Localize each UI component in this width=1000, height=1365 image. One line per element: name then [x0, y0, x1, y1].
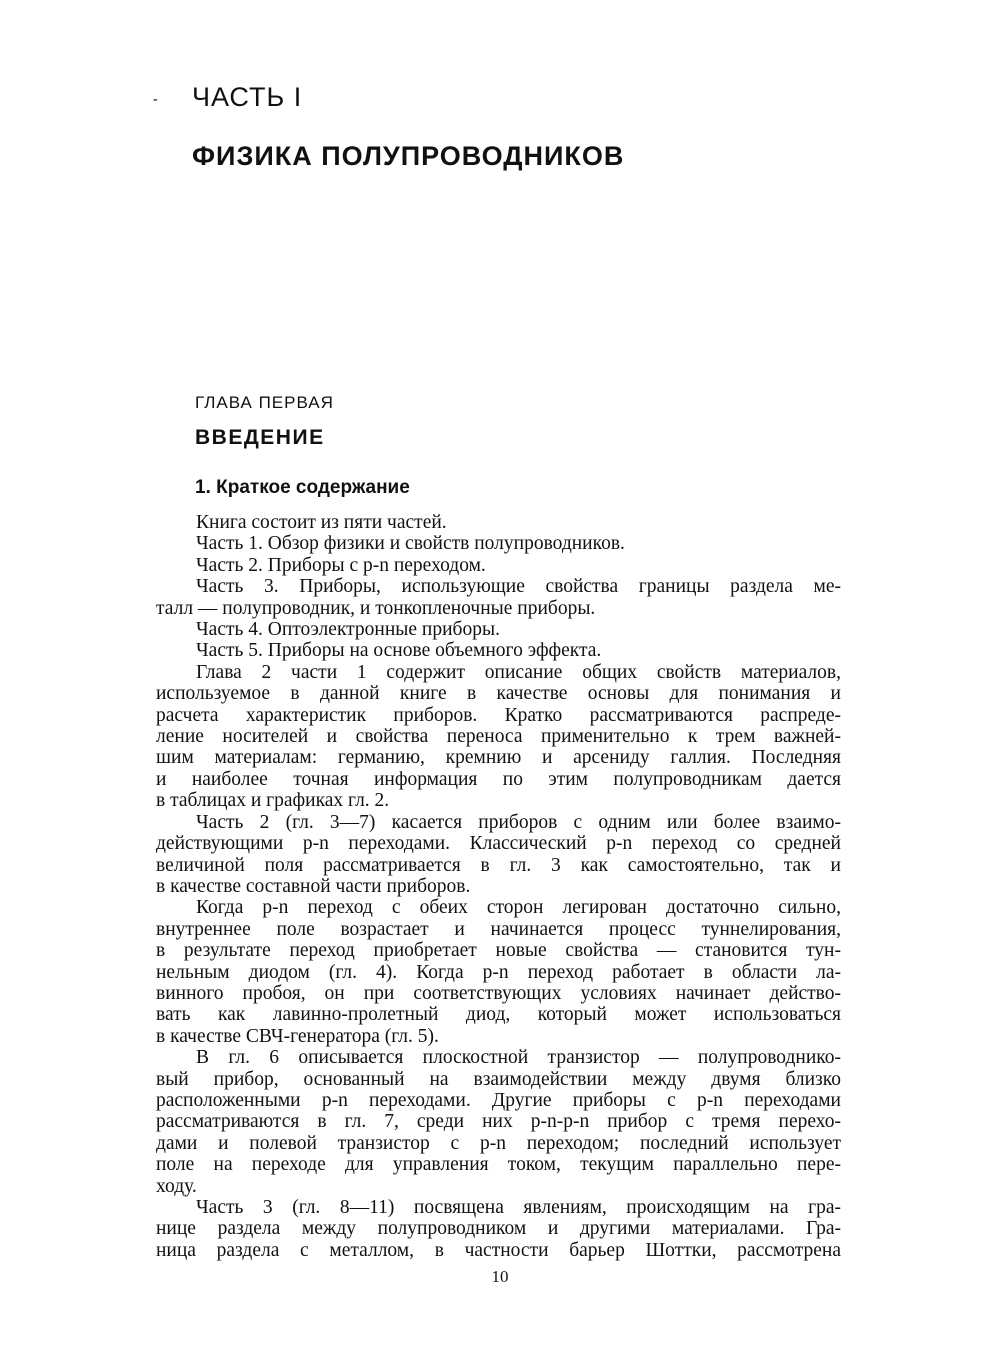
part-label: ЧАСТЬ I — [192, 82, 303, 112]
chapter-label: ГЛАВА ПЕРВАЯ — [195, 393, 334, 412]
body-line: вый прибор, основанный на взаимодействии между двумя близко — [156, 1068, 841, 1090]
body-line: внутреннее поле возрастает и начинается процесс туннелирования, — [156, 918, 841, 940]
body-line: и наиболее точная информация по этим полупроводникам дается — [156, 768, 841, 790]
body-line: расчета характеристик приборов. Кратко рассматриваются распреде- — [156, 704, 841, 726]
part-title: ФИЗИКА ПОЛУПРОВОДНИКОВ — [192, 141, 625, 171]
page-number: 10 — [491, 1267, 509, 1286]
body-line: Часть 1. Обзор физики и свойств полупроводников. — [196, 533, 625, 555]
body-line: в результате переход приобретает новые свойства — становится тун- — [156, 940, 841, 962]
body-line: Глава 2 части 1 содержит описание общих свойств материалов, — [196, 661, 841, 683]
body-line: вать как лавинно-пролетный диод, который может использоваться — [156, 1004, 841, 1026]
part-marker: - — [153, 92, 158, 107]
body-line: действующими p-n переходами. Классический p-n переход со средней — [156, 833, 841, 855]
chapter-title: ВВЕДЕНИЕ — [195, 426, 325, 449]
body-line: в качестве СВЧ-генератора (гл. 5). — [156, 1025, 439, 1047]
body-line: Книга состоит из пяти частей. — [196, 512, 447, 533]
body-line: используемое в данной книге в качестве основы для понимания и — [156, 683, 841, 705]
body-line: ление носителей и свойства переноса применительно к трем важней- — [156, 726, 841, 748]
body-line: шим материалам: германию, кремнию и арсениду галлия. Последняя — [156, 747, 841, 769]
section-heading: 1. Краткое содержание — [195, 477, 410, 498]
body-line: величиной поля рассматривается в гл. 3 как самостоятельно, так и — [156, 854, 841, 876]
body-line: винного пробоя, он при соответствующих условиях начинает действо- — [156, 982, 841, 1004]
body-line: Часть 2 (гл. 3—7) касается приборов с одним или более взаимо- — [196, 811, 841, 833]
body-line: нельным диодом (гл. 4). Когда p-n переход работает в области ла- — [156, 961, 841, 983]
body-line: Часть 4. Оптоэлектронные приборы. — [196, 619, 500, 641]
body-line: В гл. 6 описывается плоскостной транзистор — полупроводнико- — [196, 1047, 841, 1069]
body-line: ходу. — [156, 1175, 197, 1197]
body-text — [156, 512, 841, 1261]
body-line: Часть 2. Приборы с p-n переходом. — [196, 554, 486, 576]
body-line: Когда p-n переход с обеих сторон легирован достаточно сильно, — [196, 897, 841, 919]
body-line: в качестве составной части приборов. — [156, 875, 471, 897]
body-line: Часть 3. Приборы, использующие свойства границы раздела ме- — [196, 576, 841, 598]
body-line: в таблицах и графиках гл. 2. — [156, 790, 390, 812]
body-line: Часть 3 (гл. 8—11) посвящена явлениям, происходящим на гра- — [196, 1197, 841, 1218]
body-line: поле на переходе для управления током, текущим параллельно пере- — [156, 1154, 841, 1176]
body-line: Часть 5. Приборы на основе объемного эффекта. — [196, 640, 602, 662]
body-line: расположенными p-n переходами. Другие приборы с p-n переходами — [156, 1089, 841, 1111]
body-line: дами и полевой транзистор с p-n переходом; последний использует — [156, 1132, 841, 1154]
body-line: нице раздела между полупроводником и другими материалами. Гра- — [156, 1218, 841, 1240]
body-line: рассматриваются в гл. 7, среди них p-n-p-n прибор с тремя перехо- — [156, 1111, 841, 1133]
body-line: талл — полупроводник, и тонкопленочные приборы. — [156, 597, 596, 619]
body-line: ница раздела с металлом, в частности барьер Шоттки, рассмотрена — [156, 1239, 841, 1261]
